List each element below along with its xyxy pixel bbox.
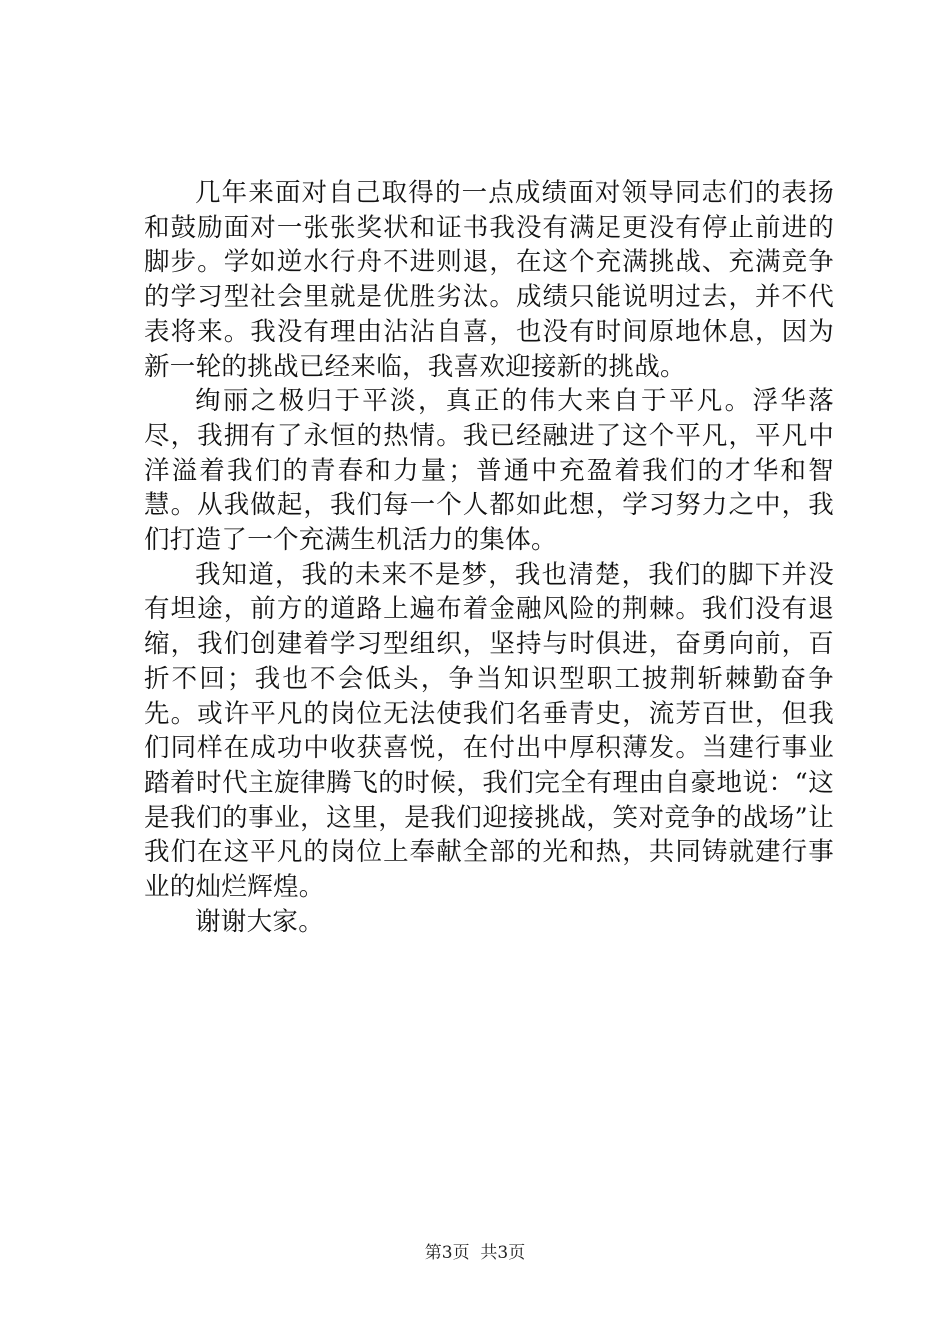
- document-body: [144, 176, 834, 939]
- page-footer: [0, 1242, 950, 1264]
- paragraph-future: 我知道，我的未来不是梦，我也清楚，我们的脚下并没有坦途，前方的道路上遍布着金融风险的荆棘。我们没有退缩，我们创建着学习型组织，坚持与时俱进，奋勇向前，百折不回；我也不会低头，争当知识型职工披荆斩棘勤奋争先。或许平凡的岗位无法使我们名垂青史，流芳百世，但我们同样在成功中收获喜悦，在付出中厚积薄发。当建行事业踏着时代主旋律腾飞的时候，我们完全有理由自豪地说：“这是我们的事业，这里，是我们迎接挑战，笑对竞争的战场”让我们在这平凡的岗位上奉献全部的光和热，共同铸就建行事业的灿烂辉煌。: [144, 559, 834, 903]
- paragraph-achievements: 几年来面对自己取得的一点成绩面对领导同志们的表扬和鼓励面对一张张奖状和证书我没有满足更没有停止前进的脚步。学如逆水行舟不进则退，在这个充满挑战、充满竞争的学习型社会里就是优胜劣汰。成绩只能说明过去，并不代表将来。我没有理由沾沾自喜，也没有时间原地休息，因为新一轮的挑战已经来临，我喜欢迎接新的挑战。: [144, 178, 834, 382]
- paragraph-ordinary: 绚丽之极归于平淡，真正的伟大来自于平凡。浮华落尽，我拥有了永恒的热情。我已经融进了这个平凡，平凡中洋溢着我们的青春和力量；普通中充盈着我们的才华和智慧。从我做起，我们每一个人都如此想，学习努力之中，我们打造了一个充满生机活力的集体。: [144, 386, 834, 556]
- page-number: 第3页 共3页: [424, 1243, 526, 1263]
- paragraph-thanks: 谢谢大家。: [195, 906, 325, 937]
